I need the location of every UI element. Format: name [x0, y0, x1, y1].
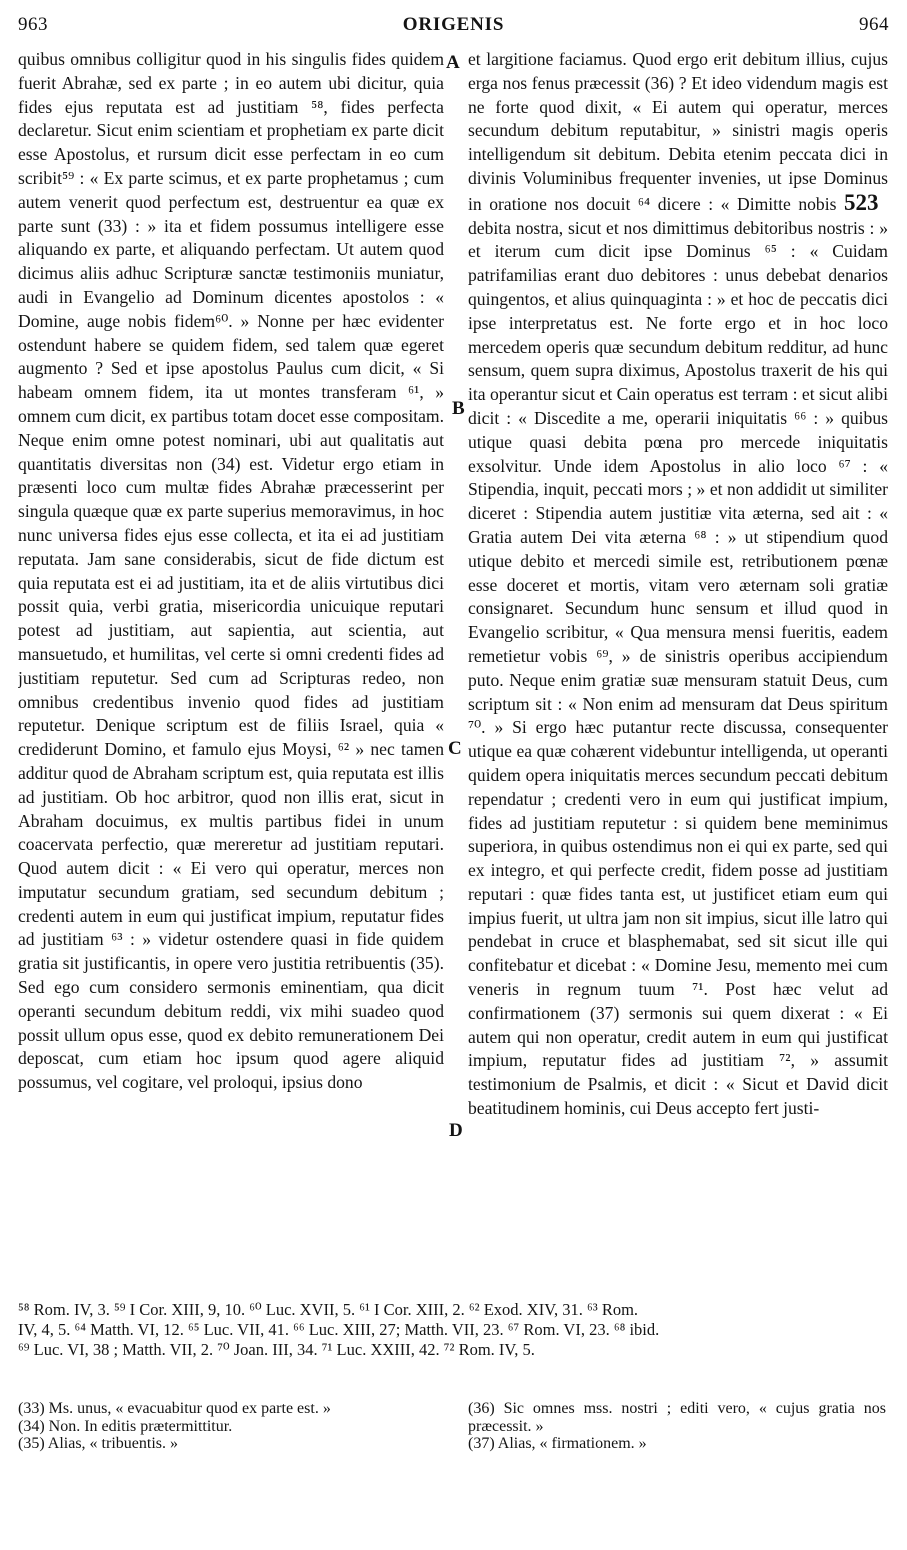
variant-note: (33) Ms. unus, « evacuabitur quod ex parte est. » [18, 1400, 331, 1417]
variant-note: (35) Alias, « tribuentis. » [18, 1435, 178, 1452]
footnote-line: IV, 4, 5. ⁶⁴ Matth. VI, 12. ⁶⁵ Luc. VII, 41. ⁶⁶ Luc. XIII, 27; Matth. VII, 23. ⁶⁷ Rom. VI, 23. ⁶⁸ ibid. [18, 1320, 660, 1339]
variant-note: (34) Non. In editis prætermittitur. [18, 1417, 233, 1435]
section-marker-b: B [452, 398, 465, 419]
footnote-line: ⁵⁸ Rom. IV, 3. ⁵⁹ I Cor. XIII, 9, 10. ⁶⁰ Luc. XVII, 5. ⁶¹ I Cor. XIII, 2. ⁶² Exod. XIV, 31. ⁶³ Rom. [18, 1300, 639, 1319]
variants-right-column [468, 1400, 886, 1453]
right-column-paragraph [468, 48, 888, 1121]
footnote-line: ⁶⁹ Luc. VI, 38 ; Matth. VII, 2. ⁷⁰ Joan. III, 34. ⁷¹ Luc. XXIII, 42. ⁷² Rom. IV, 5. [18, 1340, 535, 1359]
variant-note: (37) Alias, « firmationem. » [468, 1435, 647, 1452]
left-column-text: quibus omnibus colligitur quod in his singulis fides quidem fuerit Abrahæ, sed ex parte ; in eo autem ubi dicitur, quia fides ejus reputata est ad justitiam ⁵⁸, fides perfecta declaretur. Sicut enim scientiam et prophetiam ex parte dicit esse Apostolus, et rursum dicit esse perfectam in eo cum scribit⁵⁹ : « Ex parte scimus, et ex parte prophetamus ; cum autem venerit quod perfectum est, destruentur ea quæ ex parte sunt (33) : » ita et fidem possumus intelligere esse aliquando ex parte, et aliquando perfectam. Ut autem quod dicimus aliis adhuc Scripturæ sanctæ testimoniis muniatur, audi in Evangelio ad Dominum dicentes apostolos : « Domine, auge nobis fidem⁶⁰. » Nonne per hæc evidenter ostendunt habere se quidem fidem, sed talem quæ egeret augmento ? Sed et ipse apostolus Paulus cum dicit, « Si habeam omnem fidem, ita ut montes transferam ⁶¹, » omnem cum dicit, ex partibus totam docet esse compositam. Neque enim omne potest nominari, ubi aut qualitatis aut quantitatis diversitas non (34) est. Videtur ergo etiam in præsenti loco cum multæ fides Abrahæ præcesserint per singula quæque quæ ex parte superius memoravimus, in hoc nunc universa fides ejus esse collecta, et ita ei ad justitiam reputata. Jam sane considerabis, sicut de fide dictum est quia reputata est ei ad justitiam, ita et de aliis virtutibus dici possit quia, verbi gratia, misericordia unicuique reputari potest ad justitiam, aut sapientia, aut scientia, aut mansuetudo, et humilitas, vel certe si omni credenti fides ad justitiam reputetur. Sed cum ad Scripturas redeo, non omnibus credentibus invenio quod fides ad justitiam reputetur. Denique scriptum est de filiis Israel, quia « crediderunt Domino, et famulo ejus Moysi, ⁶² » nec tamen additur quod de Abraham scriptum est, quia reputata est illis ad justitiam. Ob hoc arbitror, quod non illis erat, sicut in Abraham docuimus, ex multis partibus fidei in unum coacervata perfectio, quæ mereretur ad justitiam reputari. Quod autem dicit : « Ei vero qui operatur, merces non imputatur secundum gratiam, sed secundum debitum ; credenti autem in eum qui justificat impium, reputatur fides ad justitiam ⁶³ : » videtur ostendere quasi in fide quidem gratia sit justificantis, in opere vero justitia retribuentis (35). Sed ego cum considero sermonis eminentiam, qua dicit operanti secundum debitum reddi, vix mihi suadeo quod possit ullum opus esse, quod ex debito remunerationem Dei deposcat, cum etiam hoc ipsum quod agere aliquid possumus, vel cogitare, vel proloqui, ipsius dono [18, 49, 444, 1093]
section-marker-c: C [448, 738, 462, 759]
right-text-column [468, 48, 888, 1280]
scripture-footnotes [18, 1300, 893, 1360]
variants-left-column [18, 1400, 438, 1453]
column-number: 523 [844, 189, 879, 215]
section-marker-a: A [446, 52, 460, 73]
right-column-text-before: et largitione faciamus. Quod ergo erit debitum illius, cujus erga nos fenus præcessit (36) ? Et ideo videndum magis est ne forte quod dixit, « Ei autem qui operatur, merces secundum debitum reputabitur, » sinistri magis operis intelligendum sit debitum. Debita etenim peccata dici in divinis Voluminibus frequenter invenies, ut ipse Dominus in oratione nos docuit ⁶⁴ dicere : « Dimitte nobis [468, 49, 888, 214]
page-number-left: 963 [18, 14, 48, 35]
section-marker-d: D [449, 1120, 463, 1141]
right-column-text-after: debita nostra, sicut et nos dimittimus debitoribus nostris : » et iterum cum dicit ipse Dominus ⁶⁵ : « Cuidam patrifamilias erant duo debitores : unus debebat denarios quingentos, et alius quinquaginta : » et hoc de peccatis dici ipse interpretatus est. Ne forte ergo et in hoc loco mercedem operis quæ secundum debitum redditur, ad hunc sensum, quem supra diximus, Apostolus traxerit de his qui ita operantur sicut et Cain operatus est terram : et sicut alibi dicit : « Discedite a me, operarii iniquitatis ⁶⁶ : » quibus utique quasi debita pœna pro mercede iniquitatis exsolvitur. Unde idem Apostolus in alio loco ⁶⁷ : « Stipendia, inquit, peccati mors ; » et non addidit ut similiter diceret : Stipendia autem justitiæ vita æterna, sed ait : « Gratia autem Dei vita æterna ⁶⁸ : » ut stipendium quod utique debito et mercedi simile est, retributionem pœnæ esse doceret et mortis, vitam vero æternam soli gratiæ consignaret. Secundum hunc sensum et illud quod in Evangelio scribitur, « Qua mensura mensi fueritis, eadem remetietur vobis ⁶⁹, » de sinistris operibus accipiendum puto. Neque enim gratiæ suæ mensuram statuit Deus, cum scriptum sit : « Non enim ad mensuram dat Deus spiritum ⁷⁰. » Si ergo hæc putantur recte discussa, consequenter utique ea quæ cohærent videbuntur intelligenda, ut operanti quidem opera iniquitatis merces secundum peccati debitum rependatur ; credenti vero in eum qui justificat impium, fides ad justitiam reputetur : si quidem bene meminimus superiora, in quibus ostendimus non ei qui ex parte, sed qui ex integro, et qui perfecte credit, fidem posse ad justitiam reputari : quæ fides tanta est, ut justificet etiam eum qui impius fuerit, ut ultra jam non sit impius, sicut ille latro qui pendebat in cruce et blasphemabat, sed sit sicut ille qui confitebatur et dicebat : « Domine Jesu, memento mei cum veneris in regnum tuum ⁷¹. Post hæc velut ad confirmationem (37) sermonis sui quem dixerat : « Ei autem qui non operatur, credit autem in eum qui justificat impium, reputatur fides ad justitiam ⁷², » assumit testimonium de Psalmis, et dicit : « Sicut et David dicit beatitudinem hominis, cui Deus accepto fert justi- [468, 217, 888, 1119]
left-text-column [18, 48, 444, 1280]
page-header [18, 14, 889, 42]
running-title: ORIGENIS [402, 14, 505, 35]
page-number-right: 964 [859, 14, 889, 35]
variant-note: (36) Sic omnes mss. nostri ; editi vero, « cujus gratia nos præcessit. » [468, 1400, 886, 1435]
